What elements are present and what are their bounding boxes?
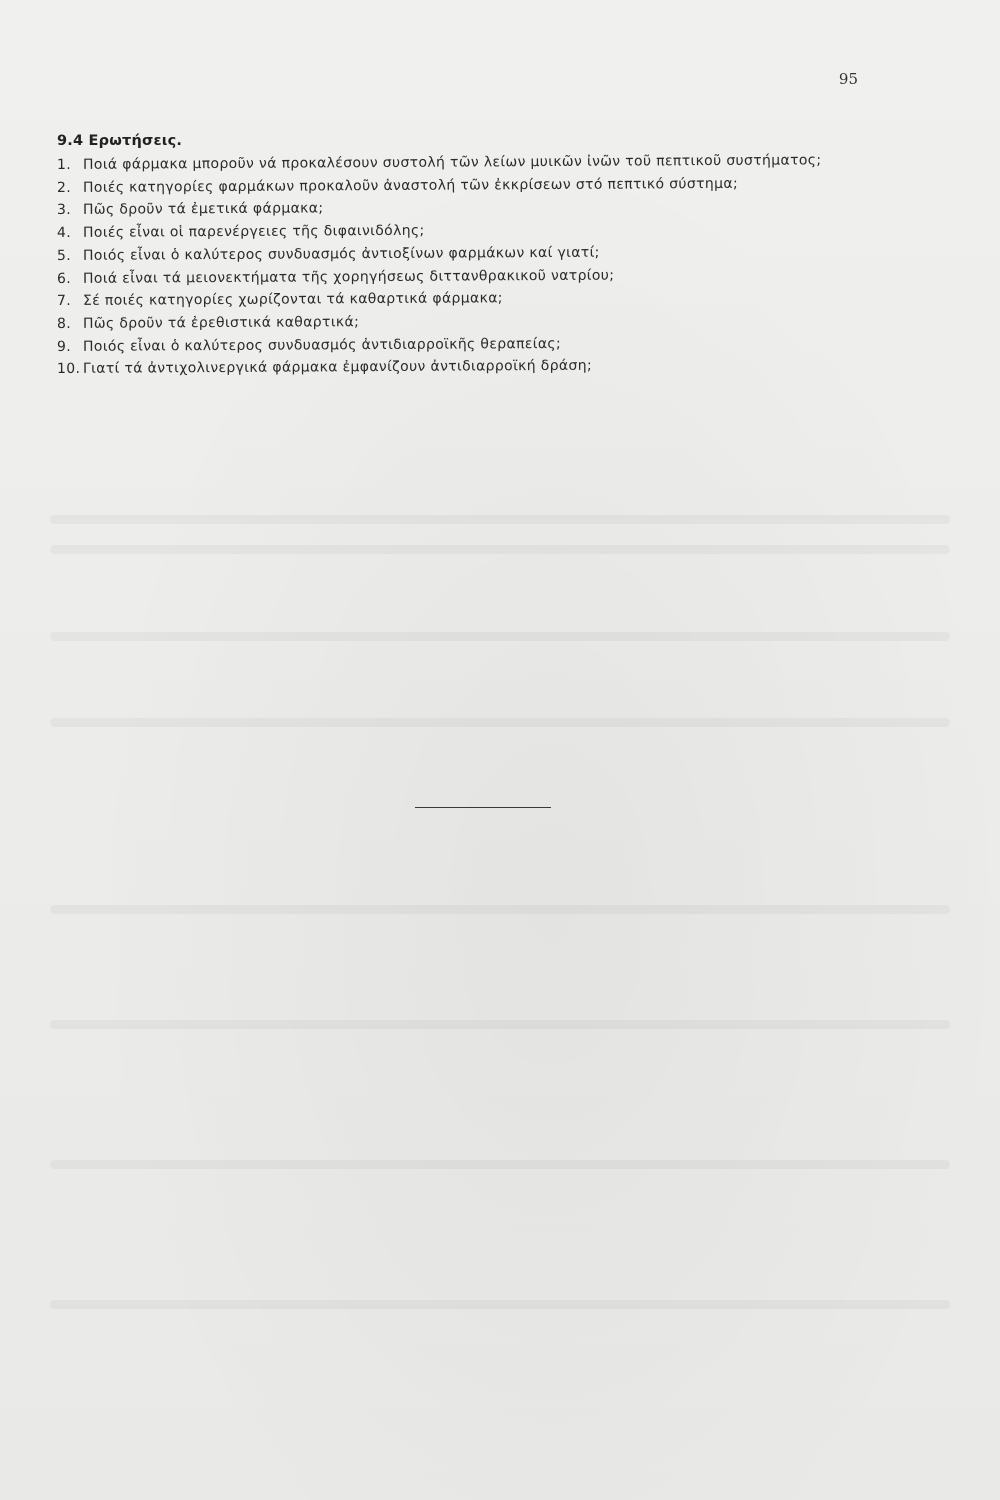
question-text: Σέ ποιές κατηγορίες χωρίζονται τά καθαρτικά φάρμακα; [82, 290, 503, 310]
question-number: 10. [56, 361, 81, 378]
question-text: Ποιά εἶναι τά μειονεκτήματα τῆς χορηγήσεως διττανθρακικοῦ νατρίου; [82, 267, 615, 287]
question-number: 4. [56, 225, 72, 242]
show-through-line [50, 632, 950, 641]
question-number: 6. [56, 270, 72, 287]
page-number: 95 [838, 70, 858, 88]
question-number: 8. [56, 315, 72, 332]
show-through-line [50, 1300, 950, 1309]
show-through-line [50, 1020, 950, 1029]
questions-list [57, 154, 867, 381]
question-text: Ποιά φάρμακα μποροῦν νά προκαλέσουν συστολή τῶν λείων μυικῶν ἰνῶν τοῦ πεπτικοῦ συστήματος; [82, 152, 822, 173]
question-text: Ποιός εἶναι ὁ καλύτερος συνδυασμός ἀντιοξίνων φαρμάκων καί γιατί; [82, 244, 600, 264]
question-text: Ποιές κατηγορίες φαρμάκων προκαλοῦν ἀναστολή τῶν ἐκκρίσεων στό πεπτικό σύστημα; [82, 175, 739, 196]
question-number: 5. [56, 247, 72, 264]
separator-rule [415, 807, 551, 808]
question-item [57, 353, 867, 381]
question-text: Ποιές εἶναι οἱ παρενέργειες τῆς διφαινιδόλης; [82, 222, 425, 241]
question-text: Πῶς δροῦν τά ἐρεθιστικά καθαρτικά; [82, 314, 360, 332]
question-text: Ποιός εἶναι ὁ καλύτερος συνδυασμός ἀντιδιαρροϊκῆς θεραπείας; [82, 335, 562, 355]
show-through-line [50, 545, 950, 554]
question-number: 2. [56, 179, 72, 196]
question-text: Γιατί τά ἀντιχολινεργικά φάρμακα ἐμφανίζουν ἀντιδιαρροϊκή δράση; [82, 358, 593, 378]
show-through-line [50, 515, 950, 524]
question-number: 1. [56, 156, 72, 173]
section-title: 9.4 Ερωτήσεις. [57, 133, 183, 149]
question-text: Πῶς δροῦν τά ἐμετικά φάρμακα; [82, 200, 324, 219]
question-number: 3. [56, 202, 72, 219]
question-number: 7. [56, 293, 72, 310]
question-number: 9. [56, 338, 72, 355]
show-through-line [50, 718, 950, 727]
show-through-line [50, 1160, 950, 1169]
show-through-line [50, 905, 950, 914]
